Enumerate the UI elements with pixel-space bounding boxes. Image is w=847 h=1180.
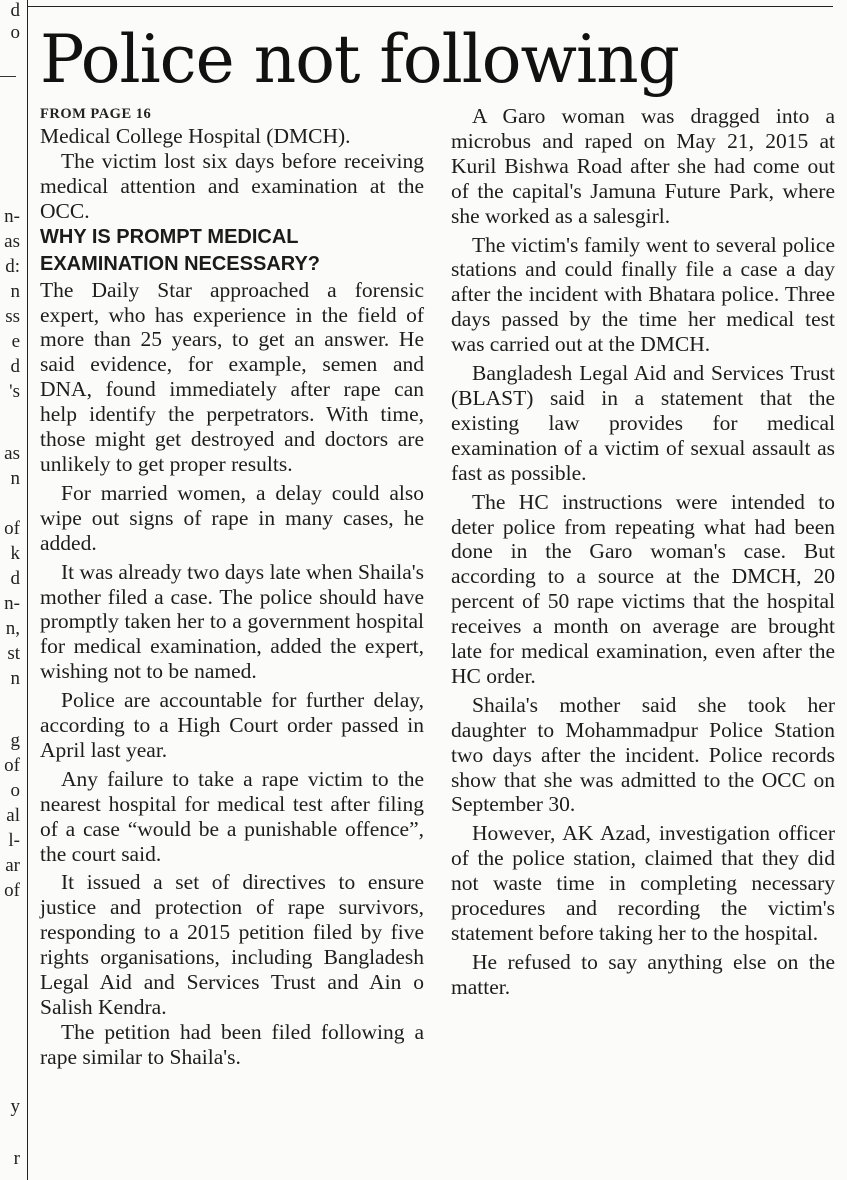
paragraph: The Daily Star approached a forensic expert, who has experience in the field of more than 25 years, to get an answer. He said evidence, for example, semen and DNA, found immediately after rape can help identify the perpetrators. With time, those might get destroyed and doctors are unlikely to get proper results. xyxy=(40,277,424,476)
fragment-text: as xyxy=(4,231,20,252)
column-rule xyxy=(27,0,28,1180)
fragment-text: o xyxy=(10,780,20,801)
fragment-text: r xyxy=(13,1148,20,1169)
fragment-text: n xyxy=(10,468,20,489)
fragment-text: d xyxy=(10,568,20,589)
paragraph: He refused to say anything else on the matter. xyxy=(451,949,835,999)
paragraph: The petition had been filed following a rape similar to Shaila's. xyxy=(40,1019,424,1069)
fragment-text: 's xyxy=(9,381,20,402)
fragment-divider xyxy=(0,76,16,77)
fragment-text: al xyxy=(6,805,20,826)
fragment-text: d: xyxy=(5,256,20,277)
paragraph: Any failure to take a rape victim to the nearest hospital for medical test after filing of a case “would be a punishable offence”, the court said. xyxy=(40,766,424,866)
paragraph: The HC instructions were intended to deter police from repeating what had been done in the Garo woman's case. But according to a source at the DMCH, 20 percent of 50 rape victims that the hospital receives a month on average are brought late for medical examination, even after the HC order. xyxy=(451,489,835,688)
fragment-text: n xyxy=(10,668,20,689)
paragraph: For married women, a delay could also wipe out signs of rape in many cases, he added. xyxy=(40,480,424,555)
paragraph: Medical College Hospital (DMCH). xyxy=(40,124,351,148)
fragment-text: st xyxy=(7,643,20,664)
paragraph: However, AK Azad, investigation officer of the police station, claimed that they did not waste time in completing necessary procedures and recording the victim's statement before taking her to the hospital. xyxy=(451,821,835,945)
fragment-text: y xyxy=(10,1096,20,1117)
headline: Police not following xyxy=(40,21,679,98)
fragment-text: n xyxy=(10,281,20,302)
paragraph: The victim lost six days before receiving medical attention and examination at the OCC. xyxy=(40,148,424,223)
fragment-text: n, xyxy=(5,618,20,639)
paragraph: Bangladesh Legal Aid and Services Trust (BLAST) said in a statement that the existing law provides for medical examination of a victim of sexual assault as fast as possible. xyxy=(451,361,835,485)
fragment-text: ar xyxy=(5,855,20,876)
article-column-right xyxy=(451,104,835,1000)
fragment-text: k xyxy=(10,543,20,564)
fragment-text: ss xyxy=(5,306,20,327)
subheading: WHY IS PROMPT MEDICAL EXAMINATION NECESSARY? xyxy=(40,225,321,275)
paragraph: It issued a set of directives to ensure justice and protection of rape survivors, responding to a 2015 petition filed by five rights organisations, including Bangladesh Legal Aid and Services Trust and Ain o Salish Kendra. xyxy=(40,870,424,1019)
fragment-text: d xyxy=(10,0,20,21)
fragment-text: of xyxy=(4,755,20,776)
fragment-text: e xyxy=(11,331,20,352)
paragraph: A Garo woman was dragged into a microbus and raped on May 21, 2015 at Kuril Bishwa Road after she had come out of the capital's Jamuna Future Park, where she worked as a salesgirl. xyxy=(451,104,835,228)
fragment-text: as xyxy=(4,443,20,464)
fragment-text: of xyxy=(4,880,20,901)
fragment-text: o xyxy=(10,22,20,43)
fragment-text: g xyxy=(10,730,20,751)
fragment-text: n- xyxy=(4,206,20,227)
fragment-text: of xyxy=(4,518,20,539)
top-rule xyxy=(27,6,833,7)
paragraph: Police are accountable for further delay, according to a High Court order passed in April last year. xyxy=(40,688,424,762)
fragment-text: d xyxy=(10,356,20,377)
adjacent-article-fragment xyxy=(0,0,22,1180)
jump-line: FROM PAGE 16 xyxy=(40,106,152,122)
paragraph: Shaila's mother said she took her daughter to Mohammadpur Police Station two days after the incident. Police records show that she was admitted to the OCC on September 30. xyxy=(451,692,835,817)
fragment-text: l- xyxy=(8,830,20,851)
paragraph: The victim's family went to several police stations and could finally file a case a day after the incident with Bhatara police. Three days passed by the time her medical test was carried out at the DMCH. xyxy=(451,232,835,357)
paragraph: It was already two days late when Shaila's mother filed a case. The police should have promptly taken her to a government hospital for medical examination, added the expert, wishing not to be named. xyxy=(40,559,424,684)
fragment-text: n- xyxy=(4,593,20,614)
article-column-left xyxy=(40,104,424,1070)
